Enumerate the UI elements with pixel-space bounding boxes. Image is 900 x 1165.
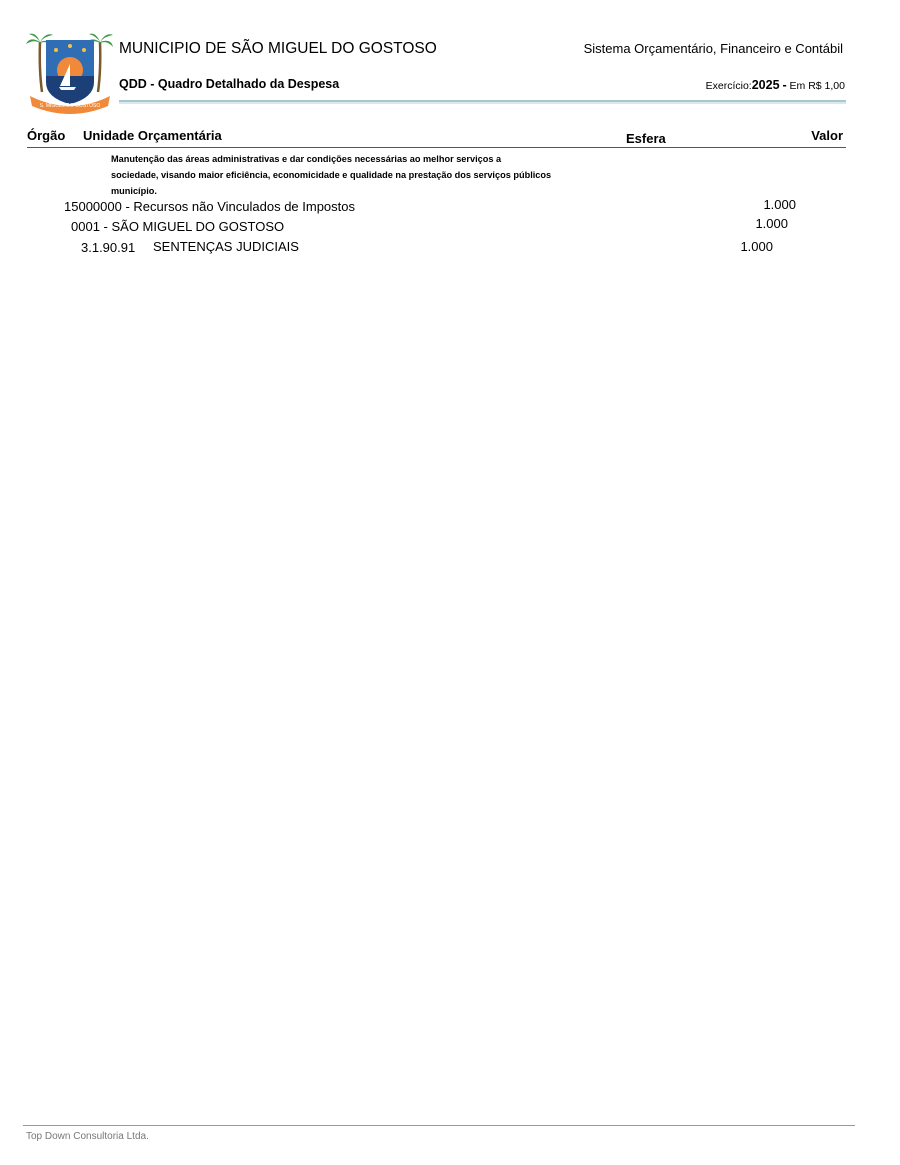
column-header-valor: Valor [811,128,843,143]
description-line: Manutenção das áreas administrativas e dar condições necessárias ao melhor serviços a [111,154,502,164]
footer-divider [23,1125,855,1126]
footer-company: Top Down Consultoria Ltda. [26,1131,149,1142]
municipality-name: MUNICIPIO DE SÃO MIGUEL DO GOSTOSO [119,40,437,57]
action-description [111,151,611,199]
column-header-orgao: Órgão [27,128,66,143]
elemento-value: 1.000 [740,239,773,254]
coat-of-arms-icon [26,30,114,114]
header-divider [119,100,846,104]
svg-text:S. MIGUEL DO GOSTOSO: S. MIGUEL DO GOSTOSO [39,103,101,109]
system-name: Sistema Orçamentário, Financeiro e Contábil [583,41,843,56]
currency-label: Em R$ 1,00 [789,80,845,92]
fonte-recurso-value: 1.000 [763,197,796,212]
exercise-label: Exercício: [705,80,752,92]
column-header-esfera: Esfera [626,131,666,146]
exercise-info [706,78,845,92]
report-title: QDD - Quadro Detalhado da Despesa [119,77,340,91]
fonte-recurso-label: 15000000 - Recursos não Vinculados de Impostos [64,199,356,214]
column-header-unidade: Unidade Orçamentária [83,128,222,143]
elemento-code: 3.1.90.91 [81,240,136,255]
exercise-year: 2025 [751,78,780,92]
exercise-separator: - [782,78,787,92]
unidade-value: 1.000 [755,216,788,231]
description-line: sociedade, visando maior eficiência, economicidade e qualidade na prestação dos serviços públicos [111,170,552,180]
description-line: município. [111,186,157,196]
unidade-label: 0001 - SÃO MIGUEL DO GOSTOSO [71,219,285,234]
elemento-label: SENTENÇAS JUDICIAIS [153,239,299,254]
column-header-divider [27,147,846,148]
